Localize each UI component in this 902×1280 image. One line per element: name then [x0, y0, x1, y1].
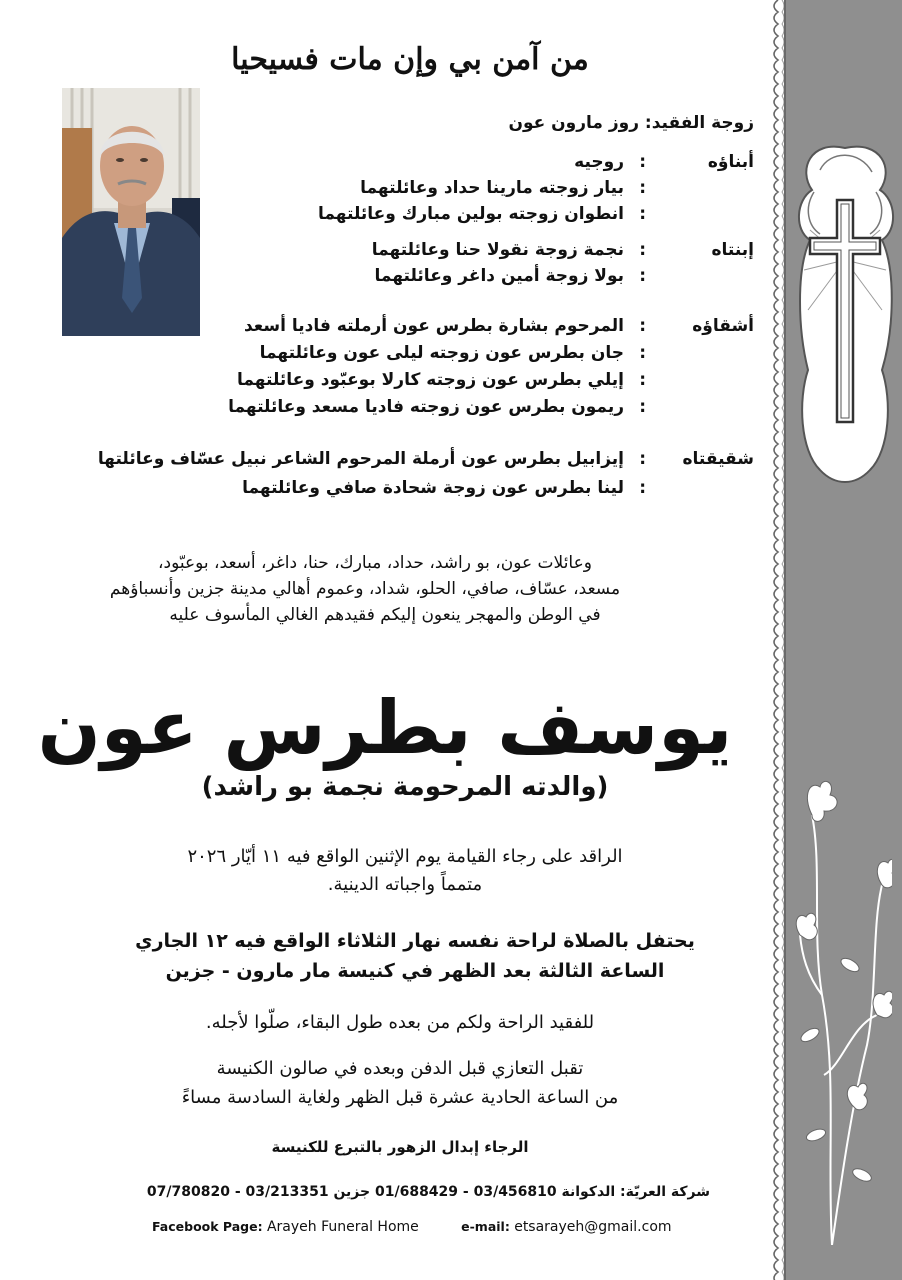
relative-row	[114, 397, 754, 423]
motto-verse: من آمن بي وإن مات فسيحيا	[231, 42, 589, 77]
relative-value: بيار زوجته مارينا حداد وعائلتهما	[360, 178, 624, 198]
relative-row	[114, 316, 754, 342]
deceased-name: يوسف بطرس عون	[37, 685, 733, 771]
relative-value: روجيه	[574, 152, 624, 172]
relative-row	[114, 152, 754, 178]
relative-value: بولا زوجة أمين داغر وعائلتهما	[374, 266, 624, 286]
relative-value: لينا بطرس عون زوجة شحادة صافي وعائلتهما	[242, 478, 624, 498]
relative-label: أشقاؤه	[692, 316, 754, 336]
relative-row	[114, 478, 754, 504]
relative-colon: :	[639, 478, 646, 498]
relative-row	[114, 178, 754, 204]
death-date-line: متمماً واجباته الدينية.	[327, 874, 483, 895]
relative-colon: :	[639, 240, 646, 260]
email-label: e-mail:	[461, 1219, 510, 1234]
wife-line: زوجة الفقيد: روز مارون عون	[508, 113, 754, 133]
relative-row	[114, 266, 754, 292]
mother-line: (والدته المرحومة نجمة بو راشد)	[201, 772, 609, 802]
relative-colon: :	[639, 343, 646, 363]
relative-label: شقيقتاه	[682, 449, 754, 469]
relative-value: نجمة زوجة نقولا حنا وعائلتهما	[371, 240, 624, 260]
relative-row	[114, 343, 754, 369]
relative-colon: :	[639, 204, 646, 224]
families-line: في الوطن والمهجر ينعون إليكم فقيدهم الغالي المأسوف عليه	[169, 605, 601, 625]
relative-row	[114, 240, 754, 266]
facebook-label: Facebook Page:	[152, 1219, 263, 1234]
condolence-line: من الساعة الحادية عشرة قبل الظهر ولغاية السادسة مساءً	[181, 1087, 619, 1108]
families-line: مسعد، عسّاف، صافي، الحلو، شداد، وعموم أهالي مدينة جزين وأنسباؤهم	[109, 579, 621, 599]
cross-emblem-icon	[790, 130, 900, 490]
relative-label: أبناؤه	[707, 152, 754, 172]
facebook-page-link[interactable]: Arayeh Funeral Home	[266, 1219, 419, 1235]
relative-row	[97, 449, 754, 475]
service-line: يحتفل بالصلاة لراحة نفسه نهار الثلاثاء الواقع فيه ١٢ الجاري	[135, 930, 695, 952]
relative-label: إبنتاه	[711, 240, 754, 260]
prayer-line: للفقيد الراحة ولكم من بعده طول البقاء، صلّوا لأجله.	[205, 1012, 595, 1033]
relative-value: جان بطرس عون زوجته ليلى عون وعائلتهما	[259, 343, 624, 363]
relative-colon: :	[639, 397, 646, 417]
condolence-line: تقبل التعازي قبل الدفن وبعده في صالون الكنيسة	[216, 1058, 584, 1079]
relative-value: إيزابيل بطرس عون أرملة المرحوم الشاعر نبيل عسّاف وعائلتها	[97, 449, 624, 469]
relative-colon: :	[639, 316, 646, 336]
relative-row	[114, 370, 754, 396]
relative-value: إيلي بطرس عون زوجته كارلا بوعبّود وعائلتهما	[237, 370, 624, 390]
email-link[interactable]: etsarayeh@gmail.com	[514, 1219, 672, 1235]
company-contact-line: شركة العريّة: الدكوانة 03/456810 - 01/688429 جزين 03/213351 - 07/780820	[146, 1184, 710, 1200]
flowers-note: الرجاء إبدال الزهور بالتبرع للكنيسة	[271, 1138, 529, 1156]
relative-value: انطوان زوجته بولين مبارك وعائلتهما	[318, 204, 624, 224]
relative-colon: :	[639, 449, 646, 469]
relative-value: المرحوم بشارة بطرس عون أرملته فاديا أسعد	[243, 316, 624, 336]
relative-colon: :	[639, 266, 646, 286]
relative-colon: :	[639, 152, 646, 172]
footer-links	[152, 1219, 712, 1235]
relative-colon: :	[639, 370, 646, 390]
families-line: وعائلات عون، بو راشد، حداد، مبارك، حنا، داغر، أسعد، بوعبّود،	[158, 553, 592, 573]
relative-value: ريمون بطرس عون زوجته فاديا مسعد وعائلتهما	[228, 397, 624, 417]
relative-row	[114, 204, 754, 230]
service-line: الساعة الثالثة بعد الظهر في كنيسة مار مارون - جزين	[165, 960, 665, 982]
relative-colon: :	[639, 178, 646, 198]
death-date-line: الراقد على رجاء القيامة يوم الإثنين الواقع فيه ١١ أيّار ٢٠٢٦	[187, 846, 623, 867]
